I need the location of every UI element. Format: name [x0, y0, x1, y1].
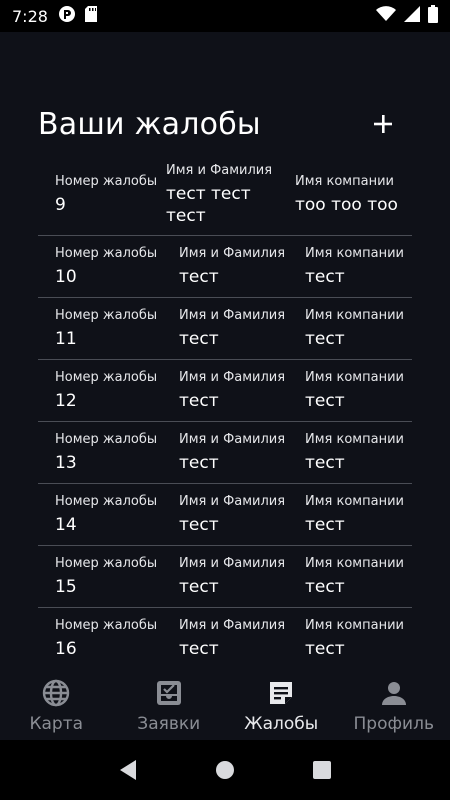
nav-label-map: Карта: [29, 714, 84, 734]
nav-label-profile: Профиль: [353, 714, 434, 734]
complaint-number-value: 11: [55, 329, 77, 349]
complaint-number-cell: [55, 308, 157, 350]
page-header: [38, 104, 398, 144]
complaints-list[interactable]: [38, 160, 412, 660]
complaint-company-label: Имя компании: [305, 494, 404, 509]
complaint-number-cell: [55, 246, 157, 288]
complaint-name-value: тест: [179, 515, 219, 535]
complaint-name-cell: [166, 163, 278, 227]
complaint-name-value: тест: [179, 391, 219, 411]
complaint-company-value: тест: [305, 391, 345, 411]
complaint-number-cell: [55, 370, 157, 412]
sd-card-icon: [84, 5, 98, 27]
complaint-company-label: Имя компании: [305, 432, 404, 447]
complaint-company-cell: [305, 432, 404, 474]
complaint-company-cell: [295, 174, 398, 216]
complaint-company-label: Имя компании: [295, 174, 394, 189]
complaint-company-label: Имя компании: [305, 308, 404, 323]
add-complaint-button[interactable]: [368, 109, 398, 139]
complaint-company-value: тест: [305, 639, 345, 659]
complaint-name-value: тест: [179, 577, 219, 597]
back-button[interactable]: [108, 750, 148, 790]
wifi-icon: [376, 6, 396, 26]
app-notification-icon: [58, 5, 76, 27]
status-time: 7:28: [12, 6, 48, 26]
home-button[interactable]: [205, 750, 245, 790]
complaint-name-label: Имя и Фамилия: [179, 308, 286, 323]
complaint-row[interactable]: [38, 160, 412, 236]
complaint-name-value: тест: [179, 453, 219, 473]
complaint-name-cell: [179, 308, 285, 350]
complaint-number-label: Номер жалобы: [55, 308, 158, 323]
complaint-name-label: Имя и Фамилия: [179, 432, 286, 447]
complaint-company-cell: [305, 308, 404, 350]
complaint-company-cell: [305, 246, 404, 288]
complaint-number-value: 16: [55, 639, 77, 659]
complaint-number-cell: [55, 556, 157, 598]
complaint-name-label: Имя и Фамилия: [179, 494, 286, 509]
nav-item-complaints[interactable]: [225, 668, 338, 740]
complaint-name-value: тест тест тест: [166, 184, 251, 226]
complaint-row[interactable]: [38, 236, 412, 298]
complaint-name-cell: [179, 494, 285, 536]
page-title: Ваши жалобы: [38, 106, 261, 142]
complaint-name-label: Имя и Фамилия: [166, 163, 273, 178]
complaint-row[interactable]: [38, 608, 412, 660]
complaint-company-value: тест: [305, 515, 345, 535]
status-bar: [0, 0, 450, 32]
complaint-row[interactable]: [38, 298, 412, 360]
person-icon: [379, 678, 409, 708]
bottom-nav: [0, 668, 450, 740]
complaint-company-label: Имя компании: [305, 370, 404, 385]
recents-square-icon: [312, 760, 332, 780]
complaint-company-label: Имя компании: [305, 246, 404, 261]
complaint-row[interactable]: [38, 546, 412, 608]
complaint-number-value: 13: [55, 453, 77, 473]
complaint-number-label: Номер жалобы: [55, 556, 158, 571]
complaint-company-value: тест: [305, 267, 345, 287]
complaint-company-value: тест: [305, 453, 345, 473]
complaint-number-cell: [55, 494, 157, 536]
complaint-number-cell: [55, 618, 157, 660]
complaint-name-label: Имя и Фамилия: [179, 246, 286, 261]
inbox-icon: [154, 678, 184, 708]
complaint-company-label: Имя компании: [305, 556, 404, 571]
signal-icon: [404, 6, 420, 26]
complaint-company-cell: [305, 618, 404, 660]
complaint-name-cell: [179, 618, 285, 660]
complaint-number-label: Номер жалобы: [55, 432, 158, 447]
note-icon: [266, 678, 296, 708]
complaint-number-value: 10: [55, 267, 77, 287]
complaint-number-label: Номер жалобы: [55, 618, 158, 633]
complaint-row[interactable]: [38, 484, 412, 546]
complaint-name-cell: [179, 246, 285, 288]
complaint-company-cell: [305, 556, 404, 598]
complaint-row[interactable]: [38, 422, 412, 484]
complaint-company-value: тоо тоо тоо: [295, 195, 398, 215]
complaint-row[interactable]: [38, 360, 412, 422]
complaint-company-value: тест: [305, 577, 345, 597]
back-triangle-icon: [118, 759, 138, 781]
complaint-name-cell: [179, 370, 285, 412]
complaint-number-label: Номер жалобы: [55, 494, 158, 509]
complaint-company-cell: [305, 370, 404, 412]
complaint-number-value: 12: [55, 391, 77, 411]
nav-label-requests: Заявки: [137, 714, 201, 734]
complaint-company-label: Имя компании: [305, 618, 404, 633]
system-nav-bar: [0, 740, 450, 800]
complaint-name-label: Имя и Фамилия: [179, 618, 286, 633]
complaint-company-cell: [305, 494, 404, 536]
complaint-number-value: 14: [55, 515, 77, 535]
complaint-name-value: тест: [179, 639, 219, 659]
nav-item-map[interactable]: [0, 668, 113, 740]
complaint-number-cell: [55, 174, 157, 216]
plus-icon: [372, 113, 394, 135]
complaint-name-cell: [179, 556, 285, 598]
recents-button[interactable]: [302, 750, 342, 790]
complaint-number-value: 9: [55, 195, 66, 215]
complaint-name-cell: [179, 432, 285, 474]
battery-icon: [428, 5, 438, 27]
complaint-number-label: Номер жалобы: [55, 246, 158, 261]
globe-icon: [41, 678, 71, 708]
nav-item-profile[interactable]: [338, 668, 450, 740]
complaint-name-value: тест: [179, 329, 219, 349]
complaint-number-cell: [55, 432, 157, 474]
complaint-company-value: тест: [305, 329, 345, 349]
complaint-name-value: тест: [179, 267, 219, 287]
complaint-number-label: Номер жалобы: [55, 174, 158, 189]
home-circle-icon: [214, 759, 236, 781]
nav-item-requests[interactable]: [113, 668, 226, 740]
complaint-name-label: Имя и Фамилия: [179, 370, 286, 385]
nav-label-complaints: Жалобы: [244, 714, 319, 734]
complaint-name-label: Имя и Фамилия: [179, 556, 286, 571]
complaint-number-value: 15: [55, 577, 77, 597]
complaint-number-label: Номер жалобы: [55, 370, 158, 385]
